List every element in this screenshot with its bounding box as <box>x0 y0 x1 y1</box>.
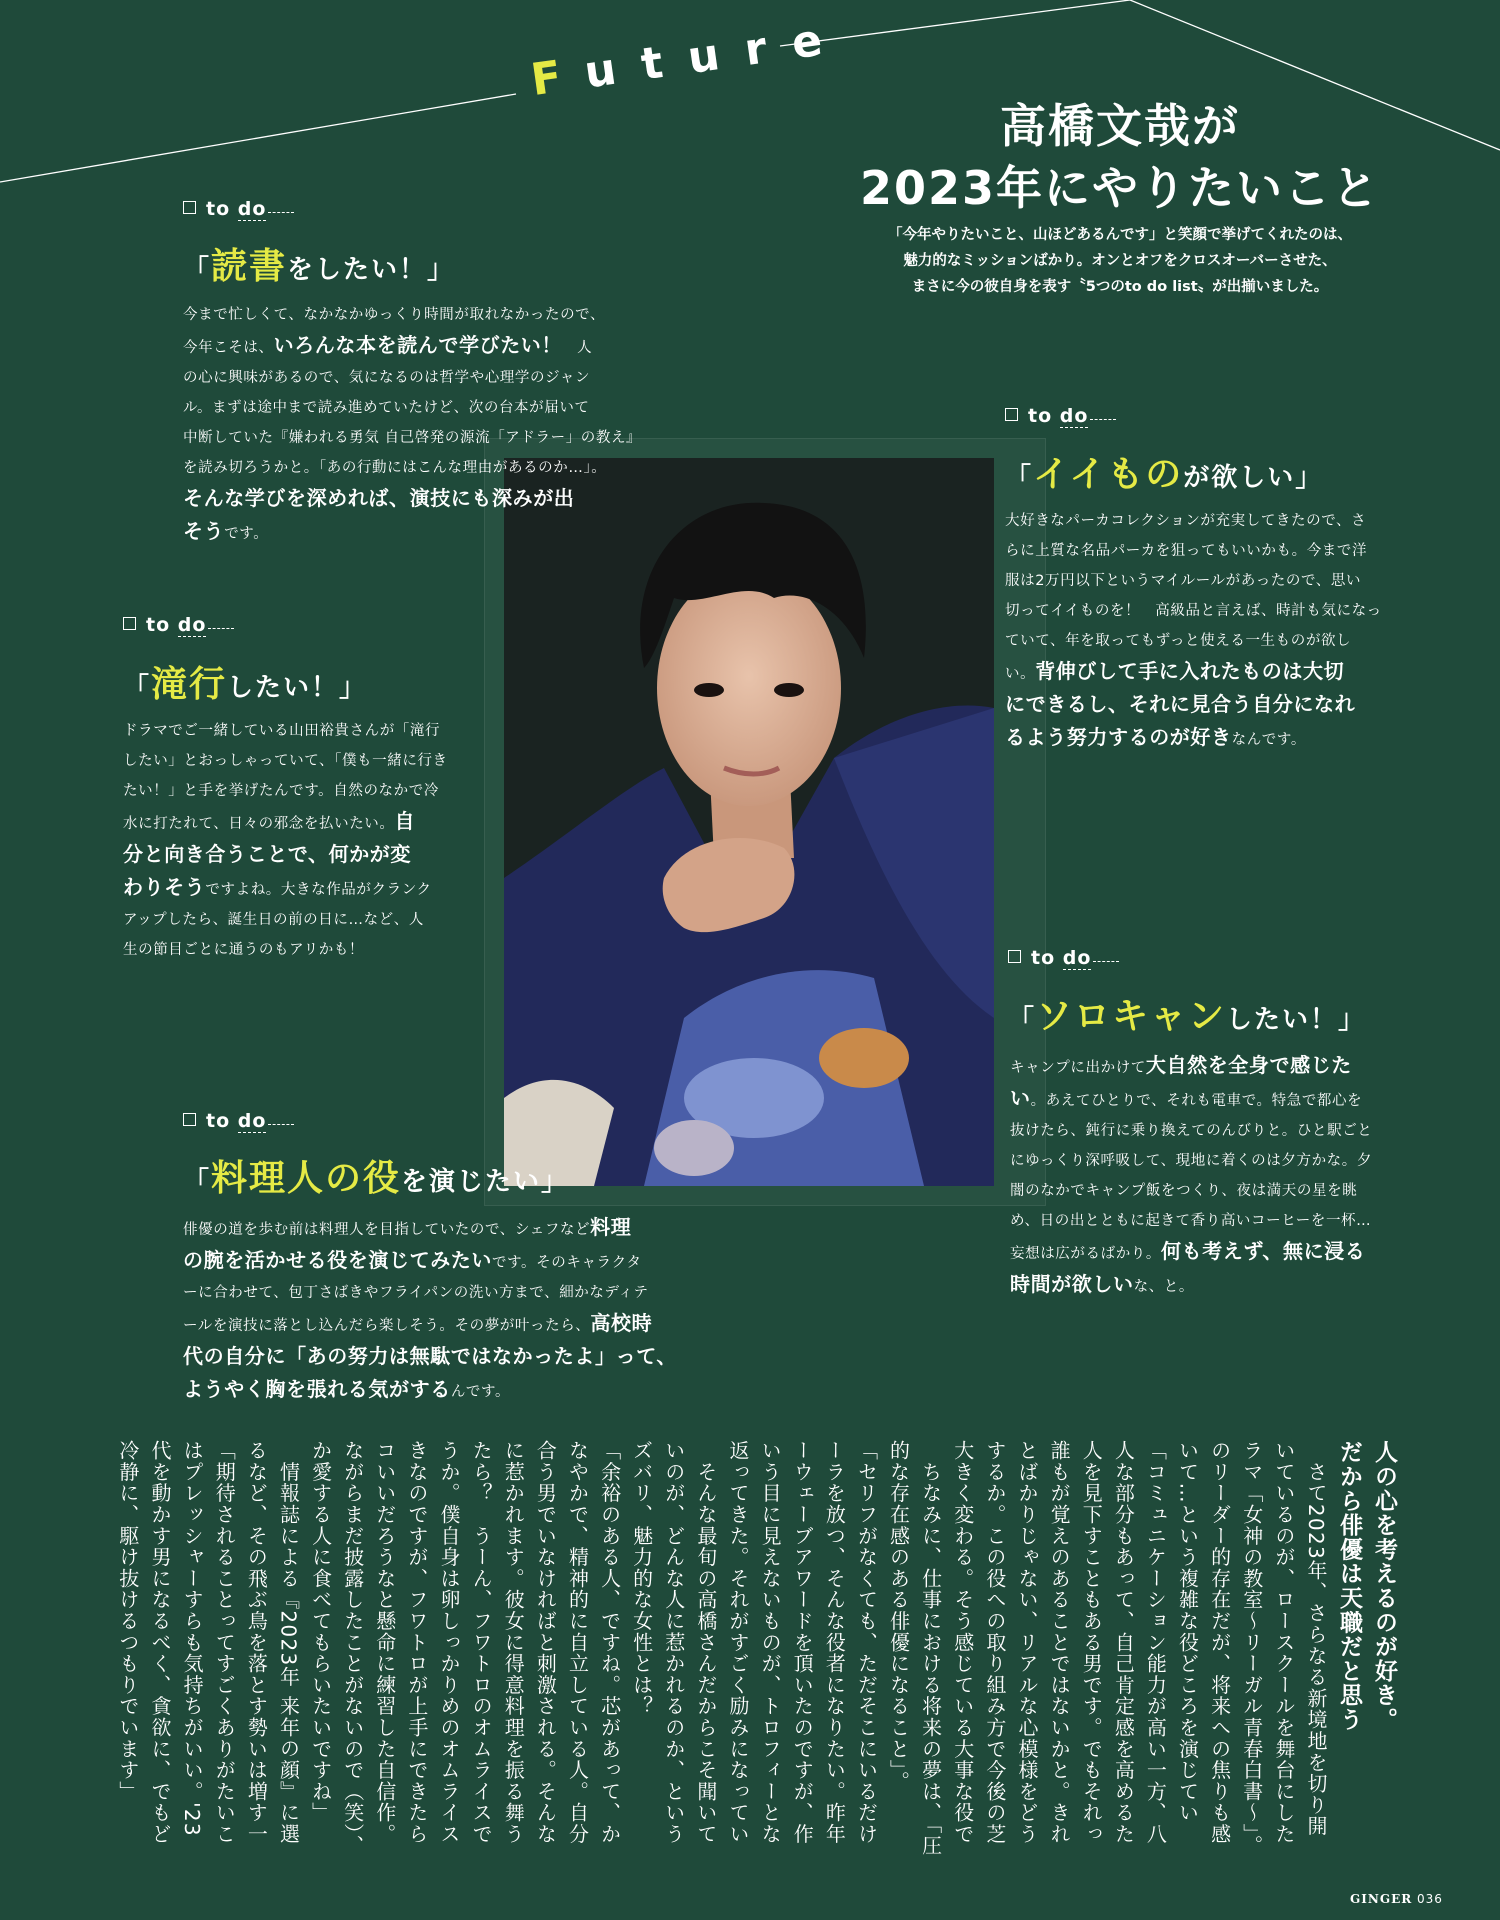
interview-column: か愛する人に食べてもらいたいですね」 <box>308 1440 333 1824</box>
body-line <box>183 363 648 393</box>
todo-body-chef-role <box>183 1212 703 1407</box>
interview-column: いのが、どんな人に惹かれるのか、という <box>661 1440 686 1845</box>
body-line <box>1010 1146 1415 1176</box>
todo-do: do <box>237 1110 267 1132</box>
title-line-2: 2023年にやりたいこと <box>859 161 1381 215</box>
bracket: 「 <box>183 1167 212 1197</box>
heading-highlight: 料理人の役 <box>211 1158 402 1199</box>
body-text: 中断していた『嫌われる勇気 自己啓発の源流「アドラー」の教え』 <box>183 430 642 446</box>
body-text: 闇のなかでキャンプ飯をつくり、夜は満天の星を眺 <box>1010 1183 1358 1199</box>
body-line <box>1005 536 1415 566</box>
body-text: の心に興味があるので、気になるのは哲学や心理学のジャン <box>183 370 591 386</box>
emphasis-text: そう <box>183 519 225 543</box>
interview-section <box>112 1440 1402 1860</box>
todo-do: do <box>177 614 207 636</box>
todo-do: do <box>237 198 267 220</box>
interview-column: 人を見下すこともある男です。でもそれっ <box>1079 1440 1104 1845</box>
interview-column: 「コミュニケーション能力が高い一方、八 <box>1143 1440 1168 1845</box>
heading-rest: をしたい！」 <box>287 255 456 285</box>
todo-to: to <box>206 1110 231 1132</box>
todo-heading-solo-camp <box>1008 988 1366 1039</box>
interview-column: 人な部分もあって、自己肯定感を高めるた <box>1111 1440 1136 1845</box>
bracket: 「 <box>123 673 152 703</box>
body-line <box>1010 1083 1415 1116</box>
page-title <box>820 95 1420 219</box>
interview-column: るなど、その飛ぶ鳥を落とす勢いは増す一 <box>244 1440 269 1845</box>
interview-headline: 人の心を考えるのが好き。 <box>1371 1440 1397 1732</box>
body-text: キャンプに出かけて <box>1010 1060 1146 1076</box>
body-text: ールを演技に落とし込んだら楽しそう。その夢が叶ったら、 <box>183 1318 591 1334</box>
title-line-1: 高橋文哉が <box>1000 99 1240 153</box>
interview-column: コいいだろうなと懸命に練習した自信作。 <box>372 1440 397 1845</box>
interview-column: のリーダー的存在だが、将来への焦りも感 <box>1207 1440 1232 1845</box>
emphasis-text: わりそう <box>123 875 206 899</box>
bracket: 「 <box>183 255 212 285</box>
todo-body-reading <box>183 300 648 549</box>
todo-heading-waterfall <box>123 656 367 707</box>
todo-do: do <box>1062 947 1092 969</box>
body-text: 今まで忙しくて、なかなかゆっくり時間が取れなかったので、 <box>183 307 606 323</box>
body-line <box>123 839 478 872</box>
body-line <box>123 776 478 806</box>
body-line <box>183 300 648 330</box>
body-line <box>183 1212 703 1245</box>
body-line <box>1010 1176 1415 1206</box>
body-text: 妄想は広がるばかり。 <box>1010 1246 1161 1262</box>
dash-line <box>268 212 294 213</box>
body-text: したい」とおっしゃっていて、「僕も一緒に行き <box>123 753 448 769</box>
dash-line <box>208 628 234 629</box>
interview-column: ーウェーブアワードを頂いたのですが、作 <box>790 1440 815 1845</box>
todo-tag <box>1005 405 1116 427</box>
body-line <box>183 483 648 516</box>
dash-line <box>1093 961 1119 962</box>
interview-column: 誰もが覚えのあることではないかと。きれ <box>1047 1440 1072 1845</box>
todo-body-good-things <box>1005 506 1415 755</box>
emphasis-text: るよう努力するのが好き <box>1005 725 1232 749</box>
body-line <box>183 1341 703 1374</box>
portrait-illustration <box>504 458 994 1186</box>
lead-line: 「今年やりたいこと、山ほどあるんです」と笑顔で挙げてくれたのは、 <box>888 227 1352 243</box>
todo-tag <box>1008 947 1119 969</box>
body-text: たい！」と手を挙げたんです。自然のなかで冷 <box>123 783 439 799</box>
body-text: 俳優の道を歩む前は料理人を目指していたので、シェフなど <box>183 1222 591 1238</box>
todo-to: to <box>206 198 231 220</box>
interview-column: さて2023年、さらなる新境地を切り開 <box>1303 1440 1328 1837</box>
body-text: い。 <box>1005 666 1036 682</box>
body-line <box>1010 1236 1415 1269</box>
body-text: です。そのキャラクタ <box>492 1255 642 1271</box>
interview-column: 「期待されることってすごくありがたいこ <box>212 1440 237 1845</box>
emphasis-text: い <box>1010 1086 1031 1110</box>
body-text: め、日の出とともに起きて香り高いコーヒーを一杯… <box>1010 1213 1372 1229</box>
body-text: 切ってイイものを！ 高級品と言えば、時計も気になっ <box>1005 603 1382 619</box>
body-text: を読み切ろうかと。「あの行動にはこんな理由があるのか…」。 <box>183 460 607 476</box>
body-text: 今年こそは、 <box>183 340 274 356</box>
todo-body-solo-camp <box>1010 1050 1415 1302</box>
body-line <box>183 1278 703 1308</box>
interview-column: きなのですが、フワトロが上手にできたら <box>404 1440 429 1845</box>
heading-highlight: イイもの <box>1033 454 1184 495</box>
interview-column: いて…という複雑な役どころを演じてい <box>1175 1440 1200 1824</box>
body-text: です。 <box>224 526 269 542</box>
emphasis-text: 何も考えず、無に浸る <box>1161 1239 1366 1263</box>
emphasis-text: ようやく胸を張れる気がする <box>183 1377 451 1401</box>
checkbox-icon <box>123 617 136 630</box>
body-text: アップしたら、誕生日の前の日に…など、人 <box>123 912 424 928</box>
body-text: らに上質な名品パーカを狙ってもいいかも。今まで洋 <box>1005 543 1368 559</box>
body-line <box>1010 1050 1415 1083</box>
interview-column: ズバリ、魅力的な女性とは？ <box>629 1440 654 1717</box>
emphasis-text: にできるし、それに見合う自分になれ <box>1005 692 1356 716</box>
body-text: んです。 <box>450 1384 511 1400</box>
interview-column: ちなみに、仕事における将来の夢は、「圧 <box>918 1461 943 1856</box>
todo-body-waterfall <box>123 716 478 965</box>
interview-column: するか。この役への取り組み方で今後の芝 <box>982 1440 1007 1845</box>
lead-text <box>820 222 1420 300</box>
bracket: 「 <box>1008 1005 1037 1035</box>
body-line <box>183 1374 703 1407</box>
body-line <box>1005 566 1415 596</box>
todo-tag <box>123 614 234 636</box>
interview-column: はプレッシャーすらも気持ちがいい。'23 <box>180 1440 205 1837</box>
body-line <box>123 905 478 935</box>
emphasis-text: 代の自分に「あの努力は無駄ではなかったよ」って、 <box>183 1344 677 1368</box>
heading-highlight: ソロキャン <box>1036 996 1227 1037</box>
checkbox-icon <box>1005 408 1018 421</box>
todo-heading-good-things <box>1005 446 1323 497</box>
todo-to: to <box>1028 405 1053 427</box>
todo-tag <box>183 1110 294 1132</box>
interview-column: 「余裕のある人、ですね。芯があって、か <box>597 1440 622 1845</box>
body-line <box>183 330 648 363</box>
heading-rest: が欲しい」 <box>1183 463 1324 493</box>
body-text: ーに合わせて、包丁さばきやフライパンの洗い方まで、細かなディテ <box>183 1285 649 1301</box>
emphasis-text: 大自然を全身で感じた <box>1145 1053 1352 1077</box>
body-line <box>123 935 478 965</box>
emphasis-text: そんな学びを深めれば、演技にも深みが出 <box>183 486 575 510</box>
body-line <box>1005 656 1415 689</box>
body-line <box>1005 722 1415 755</box>
interview-column: 「セリフがなくても、ただそこにいるだけ <box>854 1440 879 1845</box>
interview-column: 合う男でいなければと刺激される。そんな <box>533 1440 558 1845</box>
body-line <box>1005 626 1415 656</box>
checkbox-icon <box>183 201 196 214</box>
body-text: 大好きなパーカコレクションが充実してきたので、さ <box>1005 513 1367 529</box>
body-text: ドラマでご一緒している山田裕貴さんが「滝行 <box>123 723 441 739</box>
page-footer <box>1350 1892 1443 1906</box>
emphasis-text: 高校時 <box>590 1311 653 1335</box>
todo-do: do <box>1059 405 1089 427</box>
body-line <box>183 393 648 423</box>
todo-heading-reading <box>183 238 455 289</box>
interview-column: 大きく変わる。そう感じている大事な役で <box>950 1440 975 1845</box>
dash-line <box>268 1124 294 1125</box>
body-text: 服は2万円以下というマイルールがあったので、思い <box>1005 573 1362 589</box>
emphasis-text: 分と向き合うことで、何かが変 <box>123 842 411 866</box>
body-text: なんです。 <box>1231 732 1306 748</box>
body-line <box>183 1245 703 1278</box>
interview-column: とばかりじゃない、リアルな心模様をどう <box>1014 1440 1039 1845</box>
interview-column: なやかで、精神的に自立している人。自分 <box>565 1440 590 1845</box>
todo-to: to <box>146 614 171 636</box>
heading-highlight: 読書 <box>211 246 288 287</box>
todo-tag <box>183 198 294 220</box>
interview-column: ながらまだ披露したことがないので（笑）、 <box>340 1440 365 1856</box>
interview-column: 情報誌による『2023年 来年の顔』に選 <box>276 1461 301 1845</box>
body-line <box>1010 1116 1415 1146</box>
magazine-name: GINGER <box>1350 1892 1413 1906</box>
heading-highlight: 滝行 <box>151 664 228 705</box>
body-line <box>123 872 478 905</box>
checkbox-icon <box>1008 950 1021 963</box>
body-text: 生の節目ごとに通うのもアリかも！ <box>123 942 365 958</box>
heading-rest: したい！」 <box>1226 1005 1367 1035</box>
body-text: な、と。 <box>1133 1279 1195 1295</box>
interview-headline: だから俳優は天職だと思う <box>1335 1440 1362 1732</box>
body-text: ですよね。大きな作品がクランク <box>205 882 432 898</box>
body-line <box>183 1308 703 1341</box>
interview-column: いう目に見えないものが、トロフィーとな <box>758 1440 783 1845</box>
emphasis-text: 料理 <box>590 1215 632 1239</box>
body-line <box>1005 506 1415 536</box>
emphasis-text: いろんな本を読んで学びたい！ <box>273 333 563 357</box>
portrait-photo <box>504 458 994 1186</box>
lead-line: まさに今の彼自身を表す〝5つのto do list〟が出揃いました。 <box>911 279 1329 295</box>
todo-heading-chef-role <box>183 1150 569 1201</box>
lead-line: 魅力的なミッションばかり。オンとオフをクロスオーバーさせた、 <box>903 253 1337 269</box>
interview-column: に惹かれます。彼女に得意料理を振る舞う <box>501 1440 526 1845</box>
emphasis-text: 自 <box>394 809 416 833</box>
page-number: 036 <box>1417 1892 1443 1906</box>
body-text: 水に打たれて、日々の邪念を払いたい。 <box>123 816 395 832</box>
body-line <box>1010 1269 1415 1302</box>
emphasis-text: 時間が欲しい <box>1010 1272 1134 1296</box>
interview-column: うか。僕自身は卵しっかりめのオムライス <box>437 1440 462 1845</box>
interview-column: ラマ「女神の教室～リーガル青春白書～」。 <box>1239 1440 1264 1856</box>
interview-column: たら？ うーん、フワトロのオムライスで <box>469 1440 494 1845</box>
body-text: 抜けたら、鈍行に乗り換えてのんびりと。ひと駅ごと <box>1010 1123 1373 1139</box>
interview-column: 代を動かす男になるべく、貪欲に、でもど <box>148 1440 173 1845</box>
todo-to: to <box>1031 947 1056 969</box>
body-line <box>183 516 648 549</box>
body-text: ル。まずは途中まで読み進めていたけど、次の台本が届いて <box>183 400 590 416</box>
body-text: 人 <box>562 340 593 356</box>
future-wordmark: Future <box>527 11 852 106</box>
body-line <box>1005 596 1415 626</box>
body-line <box>123 746 478 776</box>
heading-rest: したい！」 <box>227 673 368 703</box>
body-line <box>123 806 478 839</box>
interview-column: 返ってきた。それがすごく励みになってい <box>726 1440 750 1845</box>
checkbox-icon <box>183 1113 196 1126</box>
body-text: 。あえてひとりで、それも電車で。特急で都心を <box>1030 1093 1363 1109</box>
emphasis-text: の腕を活かせる役を演じてみたい <box>183 1248 492 1272</box>
body-line <box>1010 1206 1415 1236</box>
body-line <box>183 423 648 453</box>
body-line <box>123 716 478 746</box>
heading-rest: を演じたい」 <box>401 1167 570 1197</box>
bracket: 「 <box>1005 463 1034 493</box>
emphasis-text: 背伸びして手に入れたものは大切 <box>1035 659 1345 683</box>
body-line <box>183 453 648 483</box>
body-text: にゆっくり深呼吸して、現地に着くのは夕方かな。夕 <box>1010 1153 1372 1169</box>
interview-column: 的な存在感のある俳優になること」。 <box>886 1440 911 1793</box>
dash-line <box>1090 419 1116 420</box>
body-line <box>1005 689 1415 722</box>
body-text: ていて、年を取ってもずっと使える一生ものが欲し <box>1005 633 1352 649</box>
interview-column: 冷静に、駆け抜けるつもりでいます」 <box>115 1440 140 1803</box>
interview-column: いているのが、ロースクールを舞台にした <box>1271 1440 1296 1845</box>
interview-column: そんな最旬の高橋さんだからこそ聞いて <box>693 1461 718 1845</box>
interview-column: ーラを放つ、そんな役者になりたい。昨年 <box>822 1440 847 1845</box>
